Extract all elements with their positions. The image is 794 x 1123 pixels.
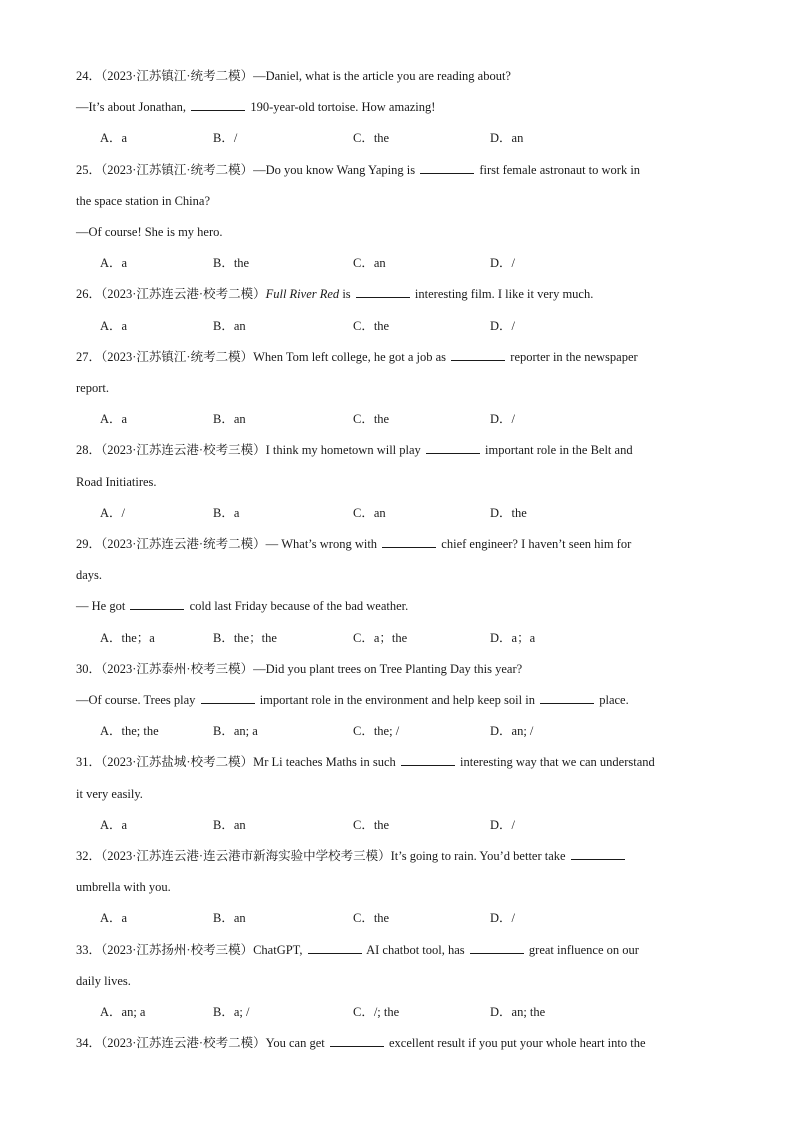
question-text: —Did you plant trees on Tree Planting Day this year? xyxy=(253,661,523,676)
option-a[interactable]: A．a xyxy=(100,911,128,926)
question-text: It’s going to rain. You’d better take xyxy=(390,849,569,863)
question-text: days. xyxy=(76,568,103,583)
option-b[interactable]: B．an xyxy=(213,817,246,832)
question-number: 24． xyxy=(76,69,102,83)
option-a[interactable]: A．the; the xyxy=(100,724,159,739)
answer-blank[interactable] xyxy=(130,599,184,610)
film-title: Full River Red xyxy=(265,287,340,302)
option-b[interactable]: B．an xyxy=(213,412,246,427)
question-line xyxy=(76,380,734,396)
question-source: （2023·江苏连云港·校考二模） xyxy=(101,287,266,302)
question-line xyxy=(76,349,734,365)
question-source: （2023·江苏镇江·统考二模） xyxy=(101,162,254,177)
question-source: （2023·江苏盐城·校考二模） xyxy=(101,755,254,770)
question-number: 31． xyxy=(76,755,102,770)
question-number: 34． xyxy=(76,1036,102,1051)
question-text: interesting way that we can understand xyxy=(456,755,655,770)
question-source: （2023·江苏镇江·统考二模） xyxy=(101,69,254,83)
question-line xyxy=(76,754,734,770)
question-line xyxy=(76,598,734,614)
question-text: reporter in the newspaper xyxy=(507,349,638,364)
question-source: （2023·江苏连云港·校考二模） xyxy=(101,1036,266,1051)
answer-blank[interactable] xyxy=(191,100,245,111)
question-text: it very easily. xyxy=(76,786,143,801)
question-text: 190-year-old tortoise. How amazing! xyxy=(247,100,436,115)
option-d[interactable]: D．a；a xyxy=(490,630,536,645)
question-text: the space station in China? xyxy=(76,193,210,208)
question-text: is xyxy=(339,287,354,302)
option-a[interactable]: A．a xyxy=(100,412,128,427)
option-a[interactable]: A．an; a xyxy=(100,1005,146,1019)
option-c[interactable]: C．the xyxy=(353,412,390,427)
answer-blank[interactable] xyxy=(571,849,625,860)
question-line xyxy=(76,99,734,115)
question-text: When Tom left college, he got a job as xyxy=(253,349,450,364)
option-a[interactable]: A．the；a xyxy=(100,630,155,645)
answer-blank[interactable] xyxy=(201,693,255,704)
question-number: 32． xyxy=(76,849,102,863)
question-number: 28． xyxy=(76,443,102,458)
answer-blank[interactable] xyxy=(401,755,455,766)
option-a[interactable]: A．/ xyxy=(100,505,126,520)
question-source: （2023·江苏连云港·统考二模） xyxy=(101,537,266,551)
answer-blank[interactable] xyxy=(308,943,362,954)
option-b[interactable]: B．a xyxy=(213,505,240,520)
option-c[interactable]: C．/; the xyxy=(353,1005,400,1019)
question-text: AI chatbot tool, has xyxy=(363,942,468,957)
option-b[interactable]: B．/ xyxy=(213,131,238,146)
question-text: —Of course. Trees play xyxy=(76,693,199,707)
option-b[interactable]: B．an; a xyxy=(213,724,258,739)
option-c[interactable]: C．an xyxy=(353,256,386,271)
question-text: place. xyxy=(596,693,629,707)
question-line xyxy=(76,474,734,490)
question-number: 27． xyxy=(76,349,102,364)
option-c[interactable]: C．the xyxy=(353,911,390,926)
option-a[interactable]: A．a xyxy=(100,131,128,146)
question-source: （2023·江苏扬州·校考三模） xyxy=(101,942,254,957)
question-number: 29． xyxy=(76,537,102,551)
question-line xyxy=(76,536,734,552)
option-c[interactable]: C．an xyxy=(353,505,386,520)
option-d[interactable]: D．/ xyxy=(490,817,516,832)
question-text: —Daniel, what is the article you are reading about? xyxy=(253,69,511,83)
option-d[interactable]: D．an; the xyxy=(490,1005,546,1019)
option-a[interactable]: A．a xyxy=(100,817,128,832)
question-text: interesting film. I like it very much. xyxy=(411,287,594,302)
question-text: —Do you know Wang Yaping is xyxy=(253,162,419,177)
question-number: 26． xyxy=(76,287,102,302)
question-line xyxy=(76,661,734,677)
option-d[interactable]: D．/ xyxy=(490,256,516,271)
answer-blank[interactable] xyxy=(470,943,524,954)
question-line xyxy=(76,848,734,864)
question-line xyxy=(76,162,734,178)
question-line xyxy=(76,193,734,209)
question-text: I think my hometown will play xyxy=(265,443,424,458)
question-line xyxy=(76,692,734,708)
option-b[interactable]: B．a; / xyxy=(213,1005,250,1019)
option-b[interactable]: B．an xyxy=(213,911,246,926)
question-text: — What’s wrong with xyxy=(265,537,381,551)
answer-blank[interactable] xyxy=(540,693,594,704)
question-text: excellent result if you put your whole heart into the xyxy=(385,1036,646,1051)
option-d[interactable]: D．the xyxy=(490,505,527,520)
question-line xyxy=(76,286,734,302)
option-d[interactable]: D．an xyxy=(490,131,524,146)
option-c[interactable]: C．the xyxy=(353,131,390,146)
option-c[interactable]: C．the; / xyxy=(353,724,400,739)
answer-blank[interactable] xyxy=(420,163,474,174)
answer-blank[interactable] xyxy=(426,443,480,454)
question-line xyxy=(76,224,734,240)
question-source: （2023·江苏泰州·校考三模） xyxy=(101,661,254,676)
option-b[interactable]: B．an xyxy=(213,318,246,333)
question-line xyxy=(76,879,734,895)
question-line xyxy=(76,1035,734,1051)
question-text: umbrella with you. xyxy=(76,880,171,895)
option-b[interactable]: B．the xyxy=(213,256,250,271)
question-line xyxy=(76,68,734,84)
question-text: Mr Li teaches Maths in such xyxy=(253,755,399,770)
question-number: 25． xyxy=(76,162,102,177)
option-d[interactable]: D．/ xyxy=(490,318,516,333)
question-line xyxy=(76,942,734,958)
question-text: chief engineer? I haven’t seen him for xyxy=(438,537,632,551)
answer-blank[interactable] xyxy=(356,287,410,298)
question-text: great influence on our xyxy=(525,942,639,957)
question-number: 30． xyxy=(76,661,102,676)
question-text: cold last Friday because of the bad weather. xyxy=(186,599,409,614)
question-text: You can get xyxy=(265,1036,328,1051)
question-text: ChatGPT, xyxy=(253,942,306,957)
option-d[interactable]: D．/ xyxy=(490,911,516,926)
question-number: 33． xyxy=(76,942,102,957)
question-text: — He got xyxy=(76,599,129,614)
question-source: （2023·江苏镇江·统考二模） xyxy=(101,349,254,364)
option-c[interactable]: C．the xyxy=(353,817,390,832)
option-d[interactable]: D．an; / xyxy=(490,724,534,739)
question-text: —It’s about Jonathan, xyxy=(76,100,190,115)
question-line xyxy=(76,973,734,989)
option-c[interactable]: C．the xyxy=(353,318,390,333)
answer-blank[interactable] xyxy=(451,350,505,361)
answer-blank[interactable] xyxy=(382,537,436,548)
option-b[interactable]: B．the；the xyxy=(213,630,277,645)
question-source: （2023·江苏连云港·连云港市新海实验中学校考三模） xyxy=(101,849,391,863)
question-text: first female astronaut to work in xyxy=(476,162,641,177)
question-text: report. xyxy=(76,381,109,395)
question-line xyxy=(76,442,734,458)
question-text: important role in the environment and help keep soil in xyxy=(256,693,539,707)
question-text: —Of course! She is my hero. xyxy=(76,225,223,239)
option-a[interactable]: A．a xyxy=(100,256,128,271)
question-line xyxy=(76,567,734,583)
option-d[interactable]: D．/ xyxy=(490,412,516,427)
question-text: important role in the Belt and xyxy=(481,443,633,458)
question-source: （2023·江苏连云港·校考三模） xyxy=(101,443,266,458)
question-text: Road Initiatires. xyxy=(76,474,157,489)
question-line xyxy=(76,786,734,802)
answer-blank[interactable] xyxy=(330,1036,384,1047)
option-c[interactable]: C．a；the xyxy=(353,630,408,645)
option-a[interactable]: A．a xyxy=(100,318,128,333)
question-text: daily lives. xyxy=(76,973,131,988)
